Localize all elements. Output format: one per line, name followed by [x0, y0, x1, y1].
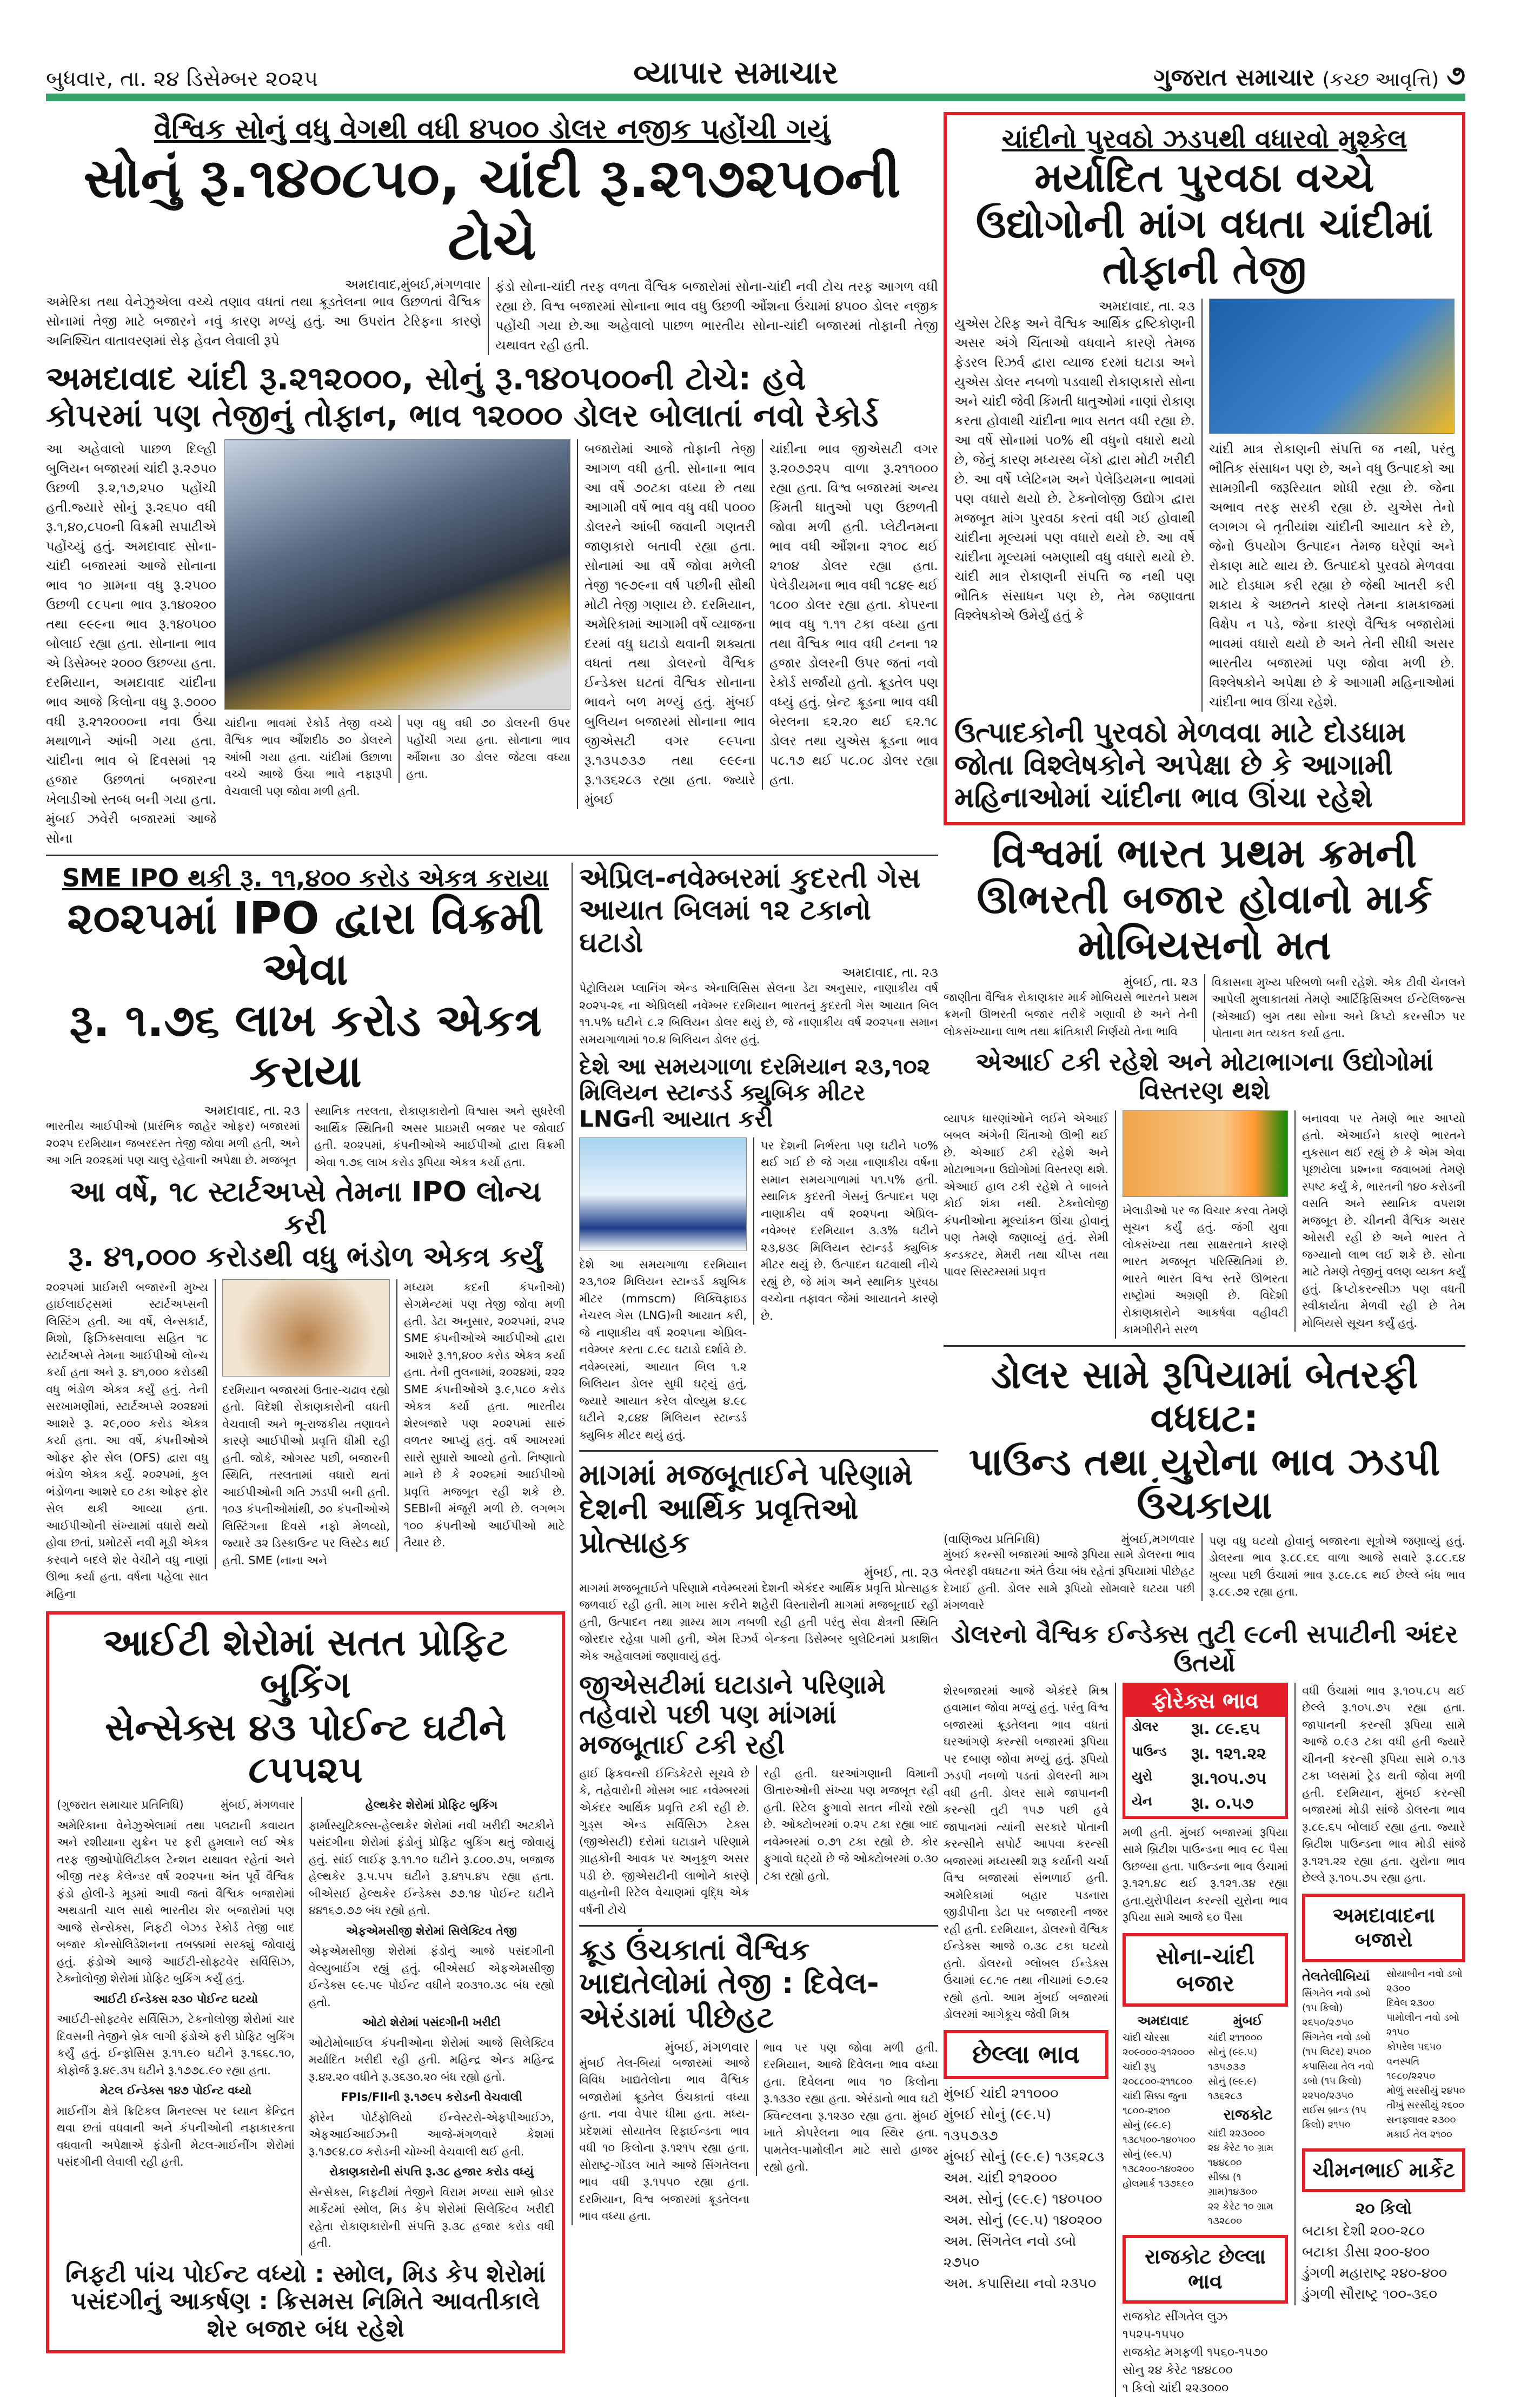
- mobius-intro-left: [944, 974, 1198, 1041]
- price-item: રાજકોટ મગફળી ૧૫૬૦-૧૫૭૦: [1123, 2346, 1268, 2360]
- gold-intro-row: [46, 277, 938, 355]
- demand-headline: માગમાં મજબૂતાઈને પરિણામે દેશની આર્થિક પ્રવૃત્તિઓ પ્રોત્સાહક: [579, 1458, 913, 1559]
- price-item: સિંગતેલ નવો ડબો (૧૫ કિલો) ૨૬૫૦/૨૭૫૦: [1302, 1987, 1371, 2028]
- gold-intro-2: ફંડો સોના-ચાંદી તરફ વળતા વૈશ્વિક બજારોમાં સોના-ચાંદી નવી ટોચ તરફ આગળ વધી રહ્યા છે. વિશ્વ બજારમાં સોનાના ભાવ વધુ ઉછળી ઔંશના ઉંચામાં ૪૫૦૦ ડોલર નજીક પહોંચી ગયા છે.આ અહેવાલો પાછળ ભારતીય સોના-ચાંદી બજારમાં તોફાની તેજી યથાવત રહી હતી.: [488, 277, 938, 355]
- it-paragraph: માઈનીંગ ક્ષેત્રે ક્રિટિકલ મિનરલ્સ પર ધ્યાન કેન્દ્રિત થવા છતાં વધવાની અને કંપનીઓની નફાકારકતા વધવાની અપેક્ષાએ ફંડોની મેટલ-માઈનીંગ શેરોમાં પસંદગીની લેવાલી રહી હતી.: [57, 2104, 295, 2169]
- dollar-byline-row: [944, 1533, 1195, 1546]
- it-subhead: રોકાણકારોની સંપત્તિ રૂ.૩૮ હજાર કરોડ વધ્યું: [329, 2165, 534, 2179]
- ipo-dateline: અમદાવાદ, તા. ૨૩: [203, 1103, 300, 1119]
- price-item: રાઈસ બ્રાન્ડ (૧૫ કિલો) ૨૧૫૦: [1302, 2104, 1367, 2131]
- it-byline: (ગુજરાત સમાચાર પ્રતિનિધિ): [57, 1798, 184, 1812]
- gas-intro: પેટ્રોલિયમ પ્લાનિંગ એન્ડ એનાલિસિસ સેલના ડેટા અનુસાર, નાણાકીય વર્ષ ૨૦૨૫-૨૬ ના એપ્રિલથી નવેમ્બર દરમિયાન ભારતનું કુદરતી ગેસ આયાત બિલ ૧૧.૫% ઘટીને ૮.૨ બિલિયન ડોલર થયું છે, જે નાણાકીય વર્ષ ૨૦૨૫ના સમાન સમયગાળામાં ૧૦.૪ બિલિયન ડોલર હતું.: [579, 982, 938, 1046]
- crude-column-1: મુંબઈ તેલ-બિયાં બજારમાં આજે વિવિધ ખાદ્યતેલોના ભાવ વૈશ્વિક બજારોમાં ક્રૂડતેલ ઉંચકાતાં વધ્યા હતા. નવા વેપાર ધીમા હતા. મધ્ય-પ્રદેશમાં સોયાતેલ રિફાઈન્ડના ભાવ વધી ૧૦ કિલોના રૂ.૧૨૧૫ રહ્યા હતા. સોરાષ્ટ્ર-ગોંડલ ખાતે આજે સિંગતેલના ભાવ વધી રૂ.૧૫૫૦ રહ્યા હતા. દરમિયાન, વિશ્વ બજારમાં ક્રૂડતેલના ભાવ વધ્યા હતા.: [579, 2056, 749, 2223]
- ipo-middle: [215, 1279, 390, 1570]
- mobius-intro-1: જાણીતા વૈશ્વિક રોકાણકાર માર્ક મોબિયસે ભારતને પ્રથમ ક્રમની ઊભરતી બજાર તરીકે ગણાવી છે અને તેની લોકસંખ્યાના લાભ તથા ક્રાંતિકારી નિર્ણયો તેના ભાવિ: [944, 990, 1198, 1038]
- ipo-kicker-text: થકી રૂ. ૧૧,૪૦૦ કરોડ એકત્ર કરાયા: [188, 863, 549, 892]
- section-title: વ્યાપાર સમાચાર: [633, 54, 839, 91]
- ipo-subhead-1: આ વર્ષે, ૧૮ સ્ટાર્ટઅપ્સે તેમના IPO લોન્ચ કરી: [69, 1176, 542, 1241]
- chimanbhai-market-title: ચીમનભાઈ માર્કેટ: [1302, 2148, 1465, 2193]
- price-item: બટાકા ડીસા ૨૦૦-૪૦૦: [1302, 2244, 1430, 2261]
- price-item: કોપરેલ ૫૬૫૦: [1386, 2041, 1442, 2053]
- mobius-dateline: મુંબઈ, તા. ૨૩: [1123, 974, 1198, 989]
- it-columns: [57, 1797, 554, 2255]
- divider: [579, 1450, 938, 1452]
- gold-dateline: અમદાવાદ,મુંબઈ,મંગળવાર: [344, 277, 481, 292]
- bullion-city: રાજકોટ: [1223, 2106, 1273, 2124]
- crude-column-2: ભાવ પર પણ જોવા મળી હતી. દરમિયાન, આજે દિવેલના ભાવ વધ્યા હતા. દિવેલના ભાવ ૧૦ કિલોના રૂ.૧૩૩૦ રહ્યા હતા. એરંડાનો ભાવ ઘટી ક્વિન્ટલના રૂ.૧૨૩૦ રહ્યા હતા. મુંબઈ ખાતે કોપરેલના ભાવ સ્થિર હતા. પામતેલ-પામોલીન માટે સારો હાજર રહ્યો હતો.: [756, 2040, 938, 2176]
- ipo-column-2: દરમિયાન બજારમાં ઉતાર-ચઢાવ રહ્યો હતો. વિદેશી રોકાણકારોની વધતી વેચવાલી અને ભૂ-રાજકીય તણાવને કારણે આઈપીઓ પ્રવૃત્તિ ધીમી રહી હતી. જોકે, ઓગસ્ટ પછી, બજારની સ્થિતિ, તરલતામાં વધારો થતાં આઈપીઓની ગતિ ઝડપી બની હતી. ૧૦૩ કંપનીઓમાંથી, ૭૦ કંપનીઓએ લિસ્ટિંગના દિવસે નફો મેળવ્યો, જ્યારે ૩૨ ડિસ્કાઉન્ટ પર લિસ્ટેડ થઈ હતી. SME (નાના અને: [222, 1383, 390, 1567]
- forex-row: [1125, 1717, 1285, 1742]
- price-item: કપાસિયા તેલ નવો ડબો (૧૫ કિલો) ૨૨૫૦/૨૩૫૦: [1302, 2060, 1374, 2101]
- forex-currency: યેન: [1132, 1793, 1152, 1809]
- demand-column-2: રહી હતી. ઘરઆંગણાની વિમાની ઊતારુઓની સંખ્યા પણ મજબૂત રહી હતી. રિટેલ ફુગાવો સતત નીચો રહ્યો છે. ઓક્ટોબરમાં ૦.૨૫ ટકા રહ્યા બાદ નવેમ્બરમાં ૦.૭૧ ટકા રહ્યો છે. કોર ફુગાવો ઘટ્યો છે જે ઓક્ટોબરમાં ૦.૩૦ ટકા રહ્યો હતો.: [756, 1765, 938, 1885]
- dollar-column-1: શેરબજારમાં આજે એકંદરે મિશ્ર હવામાન જોવા મળ્યું હતું. પરંતુ વિશ્વ બજારમાં ક્રૂડતેલના ભાવ વધતાં ઘરઆંગણે કરન્સી બજારમાં રૂપિયા પર દબાણ જોવા મળ્યું હતું. રૂપિયો ઝડપી નબળો પડતાં ડોલરની માગ વધી હતી. ડોલર સામે જાપાનની કરન્સી તુટી ૧૫૭ પછી હવે જાપાનમાં ત્યાંની સરકારે પોતાની કરન્સીને સપોર્ટ આપવા કરન્સી બજારમાં મધ્યસ્થી શરૂ કર્યાની ચર્ચા વિશ્વ બજારમાં સંભળાઈ હતી. અમેરિકામાં બહાર પડનારા જીડીપીના ડેટા પર બજારની નજર રહી હતી. દરમિયાન, ડોલરનો વૈશ્વિક ઈન્ડેક્સ આજે ૦.૩૮ ટકા ઘટયો હતો. ડોલરનો ગ્લોબલ ઈન્ડેક્સ ઉંચામાં ૯૮.૧૯ તથા નીચામાં ૯૭.૯૨ રહ્યો હતો. આમ મુંબઈ બજારમાં ડોલરમાં આગેકૂચ જેવી મિશ્ર: [944, 1684, 1108, 2021]
- issue-date: બુધવાર, તા. ૨૪ ડિસેમ્બર ૨૦૨૫: [46, 67, 318, 91]
- it-subhead: ઓટો શેરોમાં પસંદગીની ખરીદી: [362, 2016, 501, 2029]
- ipo-intro-left: [46, 1103, 300, 1169]
- right-area: [944, 112, 1465, 2397]
- left-area: [46, 112, 938, 2353]
- silver-story-box: [944, 112, 1465, 825]
- price-item: સિંગતેલ નવો ડબો (૧૫ લિટર) ૨૫૦૦: [1302, 2031, 1371, 2058]
- silver-chart-photo: [1209, 299, 1455, 434]
- demand-story: [579, 1458, 938, 1919]
- it-paragraph: અમેરિકાના વેનેઝુએલામાં તથા પલટાની કવાયત અને રશીયાના યુક્રેન પર ફરી હુમલાને લઈ એક તરફ જીઓપોલિટીકલ ટેન્શન યથાવત રહેતાં અને બીજી તરફ કેલેન્ડર વર્ષ ૨૦૨૫ના અંત પૂર્વે વૈશ્વિક ફંડો હોલી-ડે મૂડમાં આવી જતાં વૈશ્વિક બજારોમાં અથડાતી ચાલ સાથે ભારતીય શેર બજારોમાં પણ આજે સેન્સેક્સ, નિફટી બેઝડ રેકોર્ડ તેજી બાદ બજાર કોન્સોલિડેશનના તબક્કામાં સરક્યું જોવાયું હતું. ફંડોએ આજે આઈટી-સોફ્ટવેર સર્વિસિઝ, ટેક્નોલોજી શેરોમાં પ્રોફિટ બુકિંગ કર્યું હતું.: [57, 1818, 295, 1986]
- oils-tables: [1302, 1967, 1465, 2142]
- mobius-column-1: વ્યાપક ધારણાંઓને લઈને એઆઈ બબલ અંગેની ચિંતાઓ ઊભી થઈ છે. એઆઈ ટકી રહેશે અને મોટાભાગના ઉદ્યોગોમાં વિસ્તરણ થશે. એઆઈ હાલ ટકી રહેશે તે બાબતે કોઈ શંકા નથી. ટેક્નોલોજી કંપનીઓના મૂલ્યાંકન ઊંચા હોવાનું પણ તેમણે જણાવ્યું હતું. સેમી કન્ડકટર, મેમરી તથા ચીપ્સ તથા પાવર સિસ્ટમ્સમાં પ્રવૃત્ત: [944, 1112, 1108, 1279]
- oils-list-right: [1386, 1967, 1465, 2142]
- it-column-2: [301, 1797, 554, 2255]
- ipo-intro-2: સ્થાનિક તરલતા, રોકાણકારોનો વિશ્વાસ અને સુધરેલી આર્થિક સ્થિતિની અસર પ્રાઇમરી બજાર પર જોવાઈ હતી. ૨૦૨૫માં, કંપનીઓએ આઈપીઓ દ્વારા વિક્રમી એવા ૧.૭૬ લાખ કરોડ રૂપિયા એકત્ર કર્યા હતા.: [307, 1103, 565, 1171]
- bullion-city: અમદાવાદ: [1137, 2013, 1189, 2029]
- gold-photo-columns: [224, 715, 570, 801]
- rajkot-last-prices-list: [1123, 2308, 1288, 2397]
- price-item: ચાંદી સિક્કા જુના ૧૮૦૦-૨૧૦૦: [1123, 2091, 1187, 2117]
- silver-columns: [954, 299, 1455, 712]
- price-item: સીક્કા (૧ ગ્રામ)૧૪૩૦૦: [1208, 2172, 1257, 2198]
- it-column-1: [57, 1797, 295, 2174]
- silver-column-1: યુએસ ટેરિફ અને વૈશ્વિક આર્થિક દ્રષ્ટિકોણની અસર અંગે ચિંતાઓ વધવાને કારણે તેમજ ફેડરલ રિઝર્વ દ્વારા વ્યાજ દરમાં ઘટાડા અને યુએસ ડોલર નબળો પડવાથી રોકાણકારો સોના અને ચાંદી જેવી કિંમતી ધાતુઓમાં નાણાં રોકાણ કરતા હોવાથી ચાંદીના ભાવ સતત વધી રહ્યા છે. આ વર્ષે સોનામાં ૫૦% થી વધુનો વધારો થયો છે, જેનું કારણ મધ્યસ્થ બેંકો દ્વારા મોટી ખરીદી છે. આ વર્ષે પ્લેટિનમ અને પેલેડિયમના ભાવમાં પણ વધારો થયો છે. ટેક્નોલોજી ઉદ્યોગ દ્વારા મજબૂત માંગ પુરવઠા કરતાં વધી ગઈ હોવાથી ચાંદીના મૂલ્યમાં પણ વધારો થયો છે. આ વર્ષે ચાંદીના મૂલ્યમાં બમણાથી વધુ વધારો થયો છે. ચાંદી માત્ર રોકાણની સંપત્તિ જ નથી પણ ભૌતિક સંસાધન પણ છે, તેમ જણાવતા વિશ્લેષકોએ ઉમેર્યું હતું કે: [954, 316, 1195, 624]
- price-item: સોયાબીન નવો ડબો ૨૩૦૦: [1386, 1968, 1463, 1994]
- last-prices-title: છેલ્લા ભાવ: [944, 2030, 1108, 2079]
- price-item: ૧ કિલો ચાંદી ૨૨૩૦૦૦: [1123, 2381, 1229, 2396]
- left-lower: [46, 863, 938, 2354]
- bullion-tables: [1123, 2011, 1288, 2228]
- silver-dateline: અમદાવાદ, તા. ૨૩: [1098, 299, 1195, 314]
- gold-columns: [46, 439, 938, 848]
- price-item: મોળું સરસીયું ૨૪૫૦: [1386, 2085, 1465, 2096]
- price-item: સોનું (૯૯.૫) ૧૩૫૭૩૭: [1208, 2047, 1258, 2073]
- mobius-middle: [1115, 1110, 1288, 1339]
- dollar-byline: (વાણિજ્ય પ્રતિનિધિ): [944, 1532, 1040, 1546]
- forex-row: [1125, 1742, 1285, 1767]
- price-item: મુંબઈ સોનું (૯૯.૯) ૧૩૬૨૮૩: [944, 2148, 1105, 2165]
- it-subhead: હેલ્થકેર શેરોમાં પ્રોફિટ બુકિંગ: [365, 1798, 498, 1812]
- dollar-col-3: [1294, 1683, 1465, 2306]
- gold-column-2b: પણ વધુ વધી ૭૦ ડોલરની ઉપર પહોંચી ગયા હતા. સોનાના ભાવ ઔંશના ૩૦ ડોલર જેટલા વધ્યા હતા.: [399, 715, 570, 783]
- dollar-subhead: ડોલરનો વૈશ્વિક ઈન્ડેક્સ તુટી ૯૮ની સપાટીની અંદર ઉતર્યો: [951, 1619, 1458, 1677]
- ipo-columns: [46, 1279, 565, 1603]
- gold-kicker: વૈશ્વિક સોનું વધુ વેગથી વધી ૪૫૦૦ ડોલર નજીક પહોંચી ગયું: [154, 113, 831, 145]
- silver-headline: મર્યાદિત પુરવઠા વચ્ચે ઉદ્યોગોની માંગ વધતા ચાંદીમાં તોફાની તેજી: [975, 155, 1433, 294]
- mobius-subhead: એઆઈ ટકી રહેશે અને મોટાભાગના ઉદ્યોગોમાં વિસ્તરણ થશે: [975, 1047, 1433, 1105]
- price-item: પામોલીન નવો ડબો ૨૧૫૦: [1386, 2012, 1459, 2038]
- masthead: [1153, 59, 1465, 91]
- forex-rates-box: [1123, 1683, 1288, 1819]
- forex-currency: યુરો: [1132, 1768, 1153, 1784]
- mobius-column-3: બનાવવા પર તેમણે ભાર આપ્યો હતો. એઆઈને કારણે ભારતને નુકસાન થઈ રહ્યું છે કે એમ એવા પૂછાયેલા પ્રશ્નના જવાબમાં તેમણે સ્પષ્ટ કર્યું કે, ભારતની ૧૪૦ કરોડની વસતિ અને સ્થાનિક વપરાશ મજબૂત છે. ચીનની વૈશ્વિક અસર ઓસરી રહી છે અને ભારત તે જગ્યાનો લાભ લઈ શકે છે. સોના માટે તેમણે તેજીનું વલણ વ્યક્ત કર્યું હતું. ક્રિપ્ટોકરન્સીઝ પણ વધતી સ્વીકાર્યતા મેળવી રહી છે તેમ મોબિયસે સૂચન કર્યું હતું.: [1294, 1110, 1465, 1332]
- crude-dateline: મુંબઈ, મંગળવાર: [665, 2039, 749, 2055]
- it-subhead: FPIs/FIIની રૂ.૧૭૯૫ કરોડની વેચવાલી: [341, 2091, 522, 2104]
- silver-kicker: ચાંદીનો પુરવઠો ઝડપથી વધારવો મુશ્કેલ: [1001, 124, 1407, 154]
- gas-headline: એપ્રિલ-નવેમ્બરમાં કુદરતી ગેસ આયાત બિલમાં ૧૨ ટકાનો ઘટાડો: [579, 862, 921, 960]
- bullion-market-title: સોના-ચાંદી બજાર: [1123, 1933, 1288, 2007]
- price-item: સોનું (૯૯.૯) ૧૩૮૫૦૦-૧૪૦૫૦૦: [1123, 2120, 1196, 2146]
- left-lower-column-b: [572, 863, 938, 2225]
- dollar-dateline: મુંબઈ,મગળવાર: [1121, 1532, 1195, 1546]
- forex-rate: રૂા.૧૦૫.૭૫: [1191, 1769, 1267, 1788]
- price-item: દિવેલ ૨૩૦૦: [1386, 1997, 1435, 2009]
- price-item: ૨૪ કેરેટ ૧૦ ગ્રામ ૧૪૪૮૦૦: [1208, 2142, 1274, 2169]
- crude-left: [579, 2040, 749, 2225]
- gas-subhead: દેશે આ સમયગાળા દરમિયાન ૨૩,૧૦૨ મિલિયન સ્ટાન્ડર્ડ ક્યુબિક મીટર LNGની આયાત કરી: [579, 1053, 931, 1132]
- divider: [46, 855, 938, 856]
- forex-currency: પાઉન્ડ: [1132, 1743, 1167, 1759]
- edition-label: (કચ્છ આવૃત્તિ): [1322, 69, 1439, 91]
- oils-list-left: [1302, 1967, 1382, 2132]
- price-item: મુંબઈ ચાંદી ૨૧૧૦૦૦: [944, 2085, 1059, 2102]
- crude-columns: [579, 2040, 938, 2225]
- it-paragraph: ફોરેન પોર્ટફોલિયો ઈન્વેસ્ટરો-એફપીઆઈઝ, એફઆઈઆઈઝની આજે-મંગળવારે કેશમાં રૂ.૧૭૯૪.૮૦ કરોડની ચોખ્ખી વેચવાલી થઈ હતી.: [309, 2111, 554, 2158]
- price-item: અમ. સોનું (૯૯.૫) ૧૪૦૨૦૦: [944, 2212, 1103, 2228]
- gold-story: [46, 112, 938, 848]
- gold-intro-left: [46, 277, 481, 350]
- demand-columns: [579, 1765, 938, 1919]
- mobius-column-2: ખેલાડીઓ પર જ વિચાર કરવા તેમણે સૂચન કર્યું હતું. જંગી યુવા લોકસંખ્યા તથા સાક્ષરતાને કારણે ભારત મજબૂત પરિસ્થિતિમાં છે. ભારતે ભારત વિશ્વ સ્તરે ઊભરતા રાષ્ટ્રોમાં અગ્રણી છે. વિદેશી રોકાણકારોને આકર્ષવા વહીવટી કામગીરીને સરળ: [1123, 1203, 1288, 1337]
- chimanbhai-list: [1302, 2197, 1465, 2305]
- crude-story: [579, 1933, 938, 2225]
- price-item: સોનુ ૨૪ કેરેટ ૧૪૪૮૦૦: [1123, 2364, 1233, 2378]
- forex-rate: રૂા. ૮૯.૬૫: [1191, 1719, 1260, 1738]
- gold-silver-bars-photo: [224, 439, 570, 710]
- ipo-headline-2: રૂ. ૧.૭૬ લાખ કરોડ એકત્ર કરાયા: [69, 995, 542, 1098]
- page-header: [46, 54, 1465, 101]
- demand-intro: માગમાં મજબૂતાઈને પરિણામે નવેમ્બરમાં દેશની એકંદર આર્થિક પ્રવૃત્તિ પ્રોત્સાહક જળવાઈ રહી હતી. માગ ખાસ કરીને શહેરી વિસ્તારોની માગમાં મજબૂતાઈ રહી હતી, ઉત્પાદન તથા ગ્રામ્ય માગ નબળી રહી હતી પરંતુ સેવા ક્ષેત્રની સ્થિતિ જોરદાર રહેવા પામી હતી, એમ રિઝર્વ બેન્કના ડિસેમ્બર બુલેટિનમાં પ્રકાશિત એક અહેવાલમાં જણાવાયું હતું.: [579, 1581, 938, 1663]
- price-item: ૨૨ કેરેટ ૧૦ ગ્રામ ૧૩૨૮૦૦: [1208, 2201, 1273, 2227]
- bullion-ahmedabad: [1123, 2011, 1204, 2191]
- divider: [579, 1925, 938, 1927]
- dollar-intro-2: પણ વધુ ઘટયો હોવાનું બજારના સૂત્રોએ જણાવ્યું હતું. ડોલરના ભાવ રૂ.૮૯.૬૬ વાળા આજે સવારે રૂ.૮૯.૬૪ ખુલ્યા પછી ઉંચામાં ભાવ રૂ.૮૯.૮૬ થઈ છેલ્લે બંધ ભાવ રૂ.૮૯.૭૨ રહ્યા હતા.: [1201, 1533, 1465, 1601]
- price-item: અમ. ચાંદી ૨૧૨૦૦૦: [944, 2169, 1057, 2186]
- mobius-columns: [944, 1110, 1465, 1339]
- dollar-intro-row: [944, 1533, 1465, 1615]
- unit-label: ૨૦ કિલો: [1355, 2199, 1412, 2219]
- dollar-intro-1: મુંબઈ કરન્સી બજારમાં આજે રૂપિયા સામે ડોલરના ભાવ બેતરફી વધઘટના અંતે ઉંચા બંધ રહેતાં રૂપિયામાં પીછેહટ દેખાઈ હતી. ડોલર સામે રૂપિયો સોમવારે ઘટયા પછી મંગળવારે: [944, 1547, 1195, 1612]
- it-paragraph: આઈટી-સોફ્ટવેર સર્વિસિઝ, ટેકનોલોજી શેરોમાં ચાર દિવસની તેજીને બ્રેક લાગી ફંડોએ ફરી પ્રોફિટ બુકિંગ કર્યું હતું. ઈન્ફોસિસ રૂ.૧૧.૯૦ ઘટીને રૂ.૧૬૬૮.૧૦, કોફોર્જ રૂ.૪૯.૩૫ ઘટીને રૂ.૧૭૭૮.૯૦ રહ્યા હતા.: [57, 2013, 295, 2077]
- price-item: હોલમાર્ક ૧૩૭૬૯૦: [1123, 2178, 1194, 2190]
- ahmedabad-markets-title: અમદાવાદના બજારો: [1302, 1894, 1465, 1962]
- it-shares-story-box: [46, 1611, 565, 2353]
- rajkot-last-prices-title: રાજકોટ છેલ્લા ભાવ: [1123, 2235, 1288, 2304]
- last-prices-list: [944, 2083, 1108, 2294]
- it-headline-1: આઈટી શેરોમાં સતત પ્રોફિટ બુકિંગ: [103, 1622, 508, 1707]
- gold-intro-1: અમેરિકા તથા વેનેઝુએલા વચ્ચે તણાવ વધતાં તથા ક્રૂડતેલના ભાવ ઉછળતાં વૈશ્વિક સોનામાં તેજી માટે બજારને નવું કારણ મળ્યું હતું. આ ઉપરાંત ટેરિફના કારણે અનિશ્ચિત વાતાવરણમાં સેફ હેવન લેવાલી રૂપે: [46, 294, 481, 348]
- price-item: અમ. સિંગતેલ નવો ડબો ૨૭૫૦: [944, 2233, 1077, 2271]
- gas-left: [579, 1137, 747, 1444]
- dollar-headline-1: ડોલર સામે રૂપિયામાં બેતરફી વધઘટ:: [991, 1352, 1418, 1441]
- ipo-kicker: [46, 863, 565, 894]
- silver-subhead: ઉત્પાદકોની પુરવઠો મેળવવા માટે દોડધામ જોતા વિશ્લેષકોને અપેક્ષા છે કે આગામી મહિનાઓમાં ચાંદીના ભાવ ઊંચા રહેશે: [954, 717, 1406, 814]
- silver-column-2: ચાંદી માત્ર રોકાણની સંપત્તિ જ નથી, પરંતુ ભૌતિક સંસાધન પણ છે, અને વધુ ઉત્પાદકો આ સામગ્રીની જરૂરિયાત શોધી રહ્યા છે. જેના અભાવ તરફ સરકી રહ્યા છે. યુએસ તેનો લગભગ બે તૃતીયાંશ ચાંદીની આયાત કરે છે, જેનો ઉપયોગ ઉત્પાદન તેમજ ઘરેણાં અને રોકાણ માટે થાય છે. ઉત્પાદકો પુરવઠો મેળવવા માટે દોડધામ કરી રહ્યા છે જેથી ખાતરી કરી શકાય કે અછતને કારણે તેમના કામકાજમાં વિક્ષેપ ન પડે, જેના કારણે વૈશ્વિક બજારોમાં ભાવમાં વધારો થયો છે અને તેની સીધી અસર ભારતીય બજારમાં પણ જોવા મળી છે. વિશ્લેષકોને અપેક્ષા છે કે આગામી મહિનાઓમાં ચાંદીના ભાવ ઊંચા રહેશે.: [1209, 441, 1455, 710]
- price-item: સનફ્લાવર ૨૩૦૦: [1386, 2114, 1456, 2126]
- price-item: ડુંગળી મહારાષ્ટ્ર ૨૪૦-૪૦૦: [1302, 2265, 1447, 2282]
- price-item: સોનું (૯૯.૫) ૧૩૮૨૦૦-૧૪૦૨૦૦: [1123, 2149, 1194, 2175]
- crude-headline: ક્રૂડ ઉંચકાતાં વૈશ્વિક ખાદ્યતેલોમાં તેજી : દિવેલ-એરંડામાં પીછેહટ: [579, 1933, 879, 2034]
- it-paragraph: ઓટોમોબાઈલ કંપનીઓના શેરોમાં આજે સિલેક્ટિવ મર્યાદિત ખરીદી રહી હતી. મહિન્દ્ર એન્ડ મહિન્દ્ર રૂ.૪૨.૨૦ વધીને રૂ.૩૬૩૦.૨૦ બંધ રહ્યો હતો.: [309, 2036, 554, 2083]
- forex-title: ફોરેક્સ ભાવ: [1125, 1685, 1285, 1717]
- mobius-intro-2: વિકાસના મુખ્ય પરિબળો બની રહેશે. એક ટીવી ચેનલને આપેલી મુલાકાતમાં તેમણે આર્ટિફિસિઅલ ઈન્ટેલિજન્સ (એઆઈ) બુમ તથા સોના અને ક્રિપ્ટો કરન્સીઝ પર પોતાના મત વ્યકત કર્યા હતા.: [1204, 974, 1465, 1042]
- price-item: મકાઈ તેલ ૨૧૦૦: [1386, 2128, 1452, 2140]
- forex-rate: રૂા. ૦.૫૭: [1191, 1794, 1254, 1813]
- gold-column-1: આ અહેવાલો પાછળ દિલ્હી બુલિયન બજારમાં ચાંદી રૂ.૨૭૫૦ ઉછળી રૂ.૨,૧૭,૨૫૦ પહોંચી હતી.જ્યારે સોનું રૂ.૨૬૫૦ વધી રૂ.૧,૪૦,૮૫૦ની વિક્રમી સપાટીએ પહોંચ્યું હતું. અમદાવાદ સોના-ચાંદી બજારમાં આજે સોનાના ભાવ ૧૦ ગ્રામના વધુ રૂ.૨૫૦૦ ઉછળી ૯૯૫ના ભાવ રૂ.૧૪૦૨૦૦ તથા ૯૯૯ના ભાવ રૂ.૧૪૦૫૦૦ બોલાઈ રહ્યા હતા. સોનાના ભાવ એ ડિસેમ્બર ૨૦૦૦ ઉછળ્યા હતા. દરમિયાન, અમદાવાદ ચાંદીના ભાવ આજે કિલોના વધુ રૂ.૭૦૦૦ વધી રૂ.૨૧૨૦૦૦ના નવા ઉંચા મથાળાને આંબી ગયા હતા. ચાંદીના ભાવ બે દિવસમાં ૧૨ હજાર ઉછળતાં બજારના ખેલાડીઓ સ્તબ્ધ બની ગયા હતા. મુંબઈ ઝવેરી બજારમાં આજે સોના: [46, 441, 216, 846]
- demand-column-1: હાઈ ફ્રિકવન્સી ઈન્ડિકેટરો સૂચવે છે કે, તહેવારોની મોસમ બાદ નવેમ્બરમાં એકંદર આર્થિક પ્રવૃત્તિ ટકી રહી છે. ગુડ્સ એન્ડ સર્વિસિઝ ટેક્સ (જીએસટી) દરોમાં ઘટાડાને પરિણામે ગ્રાહકોની આવક પર અનુકૂળ અસર પડી છે. જીએસટીની લાભોને કારણે વાહનોની રિટેલ વેચાણમાં વૃદ્ધિ એક વર્ષની ટોચે: [579, 1767, 749, 1916]
- gold-subhead-1: અમદાવાદ ચાંદી રૂ.૨૧૨૦૦૦, સોનું રૂ.૧૪૦૫૦૦ની ટોચે: હવે: [46, 360, 806, 398]
- india-bull-illustration: [1123, 1110, 1288, 1197]
- dollar-col-2: [1115, 1683, 1288, 2398]
- mobius-intro-row: [944, 974, 1465, 1042]
- gas-story: [579, 863, 938, 1444]
- page-number: ૭: [1446, 59, 1465, 91]
- price-item: બટાકા દેશી ૨૦૦-૨૮૦: [1302, 2223, 1425, 2240]
- it-dateline: મુંબઈ, મંગળવાર: [221, 1798, 295, 1812]
- price-item: તીખું સરસીયું ૨૬૦૦: [1386, 2099, 1464, 2111]
- mobius-headline: વિશ્વમાં ભારત પ્રથમ ક્રમની ઊભરતી બજાર હોવાનો માર્ક મોબિયસનો મત: [977, 830, 1432, 969]
- ipo-kicker-en: SME IPO: [62, 863, 180, 892]
- gold-column-3: બજારોમાં આજે તોફાની તેજી આગળ વધી હતી. સોનાના ભાવ આ વર્ષે ૭૦ટકા વધ્યા છે તથા આગામી વર્ષે ભાવ વધુ વધી ૫૦૦૦ ડોલરને આંબી જવાની ગણતરી જાણકારો બતાવી રહ્યા હતા. સોનામાં આ વર્ષે જોવા મળેલી તેજી ૧૯૭૯ના વર્ષ પછીની સૌથી મોટી તેજી ગણાય છે. દરમિયાન, અમેરિકામાં આગામી વર્ષે વ્યાજના દરમાં વધુ ઘટાડો થવાની શક્યતા વધતાં તથા ડોલરનો વૈશ્વિક ઈન્ડેક્સ ઘટતાં વૈશ્વિક સોનાના ભાવને બળ મળ્યું હતું. મુંબઈ બુલિયન બજારમાં સોનાના ભાવ જીએસટી વગર ૯૯૫ના રૂ.૧૩૫૭૩૭ તથા ૯૯૯ના રૂ.૧૩૬૨૮૩ રહ્યા હતા. જ્યારે મુંબઈ: [577, 439, 755, 809]
- it-subhead: મેટલ ઈન્ડેક્સ ૧૪૭ પોઈન્ટ વધ્યો: [99, 2084, 252, 2098]
- price-item: ચાંદી રૂપુ ૨૦૮૮૦૦-૨૧૧૮૦૦: [1123, 2061, 1193, 2088]
- price-item: સોનું (૯૯.૯) ૧૩૬૨૮૩: [1208, 2076, 1257, 2102]
- gold-photo-block: [224, 439, 570, 801]
- lng-tanker-photo: [579, 1137, 747, 1251]
- demand-subhead: જીએસટીમાં ઘટાડાને પરિણામે તહેવારો પછી પણ માંગમાં મજબૂતાઈ ટકી રહી: [579, 1670, 886, 1760]
- dollar-story: [944, 1353, 1465, 2398]
- forex-rate: રૂા. ૧૨૧.૨૨: [1191, 1744, 1266, 1763]
- forex-row: [1125, 1767, 1285, 1791]
- ipo-column-1: ૨૦૨૫માં પ્રાઈમરી બજારની મુખ્ય હાઈલાઈટ્સમાં સ્ટાર્ટઅપ્સની લિસ્ટિંગ હતી. આ વર્ષે, લેન્સકાર્ટ, મિશો, ફિઝિક્સવાલા સહિત ૧૮ સ્ટાર્ટઅપ્સે તેમના આઈપીઓ લોન્ચ કર્યા હતા અને રૂ. ૪૧,૦૦૦ કરોડથી વધુ ભંડોળ એકત્ર કર્યું હતું. તેની સરખામણીમાં, સ્ટાર્ટઅપ્સે ૨૦૨૪માં આશરે રૂ. ૨૯,૦૦૦ કરોડ એકત્ર કર્યા હતા. આ વર્ષે, કંપનીઓએ ઓફર ફોર સેલ (OFS) દ્વારા વધુ ભંડોળ એકત્ર કર્યું. ૨૦૨૫માં, કુલ ભંડોળના આશરે ૬૦ ટકા ઓફર ફોર સેલ થકી આવ્યા હતા. આઈપીઓની સંખ્યામાં વધારો થયો હોવા છતાં, પ્રમોટર્સે નવી મૂડી એકત્ર કરવાને બદલે શેર વેચીને વધુ નાણાં ઊભા કર્યા હતા. વર્ષના પહેલા સાત મહિના: [46, 1280, 208, 1600]
- price-item: ચાંદી ચોરસા ૨૦૯૦૦૦-૨૧૨૦૦૦: [1123, 2032, 1195, 2059]
- ipo-intro-row: [46, 1103, 565, 1171]
- price-item: મુંબઈ સોનું (૯૯.૫) ૧૩૫૭૩૭: [944, 2106, 1052, 2144]
- dollar-column-3: વધી ઉંચામાં ભાવ રૂ.૧૦૫.૮૫ થઈ છેલ્લે રૂ.૧૦૫.૭૫ રહ્યા હતા. જાપાનની કરન્સી રૂપિયા સામે આજે ૦.૯૩ ટકા વધી હતી જ્યારે ચીનની કરન્સી રૂપિયા સામે ૦.૧૩ ટકા પ્લસમાં ટ્રેડ થતી જોવા મળી હતી. દરમિયાન, મુંબઈ કરન્સી બજારમાં મોડી સાંજે ડોલરના ભાવ રૂ.૮૯.૬૫ બોલાઈ રહ્યા હતા. જ્યારે બ્રિટીશ પાઉન્ડના ભાવ મોડી સાંજે રૂ.૧૨૧.૨૨ રહ્યા હતા. યુરોના ભાવ છેલ્લે રૂ.૧૦૫.૭૫ રહ્યા હતા.: [1302, 1684, 1465, 1885]
- forex-row: [1125, 1791, 1285, 1816]
- silver-right: [1201, 299, 1455, 712]
- demand-dateline: મુંબઈ, તા. ૨૩: [864, 1564, 938, 1580]
- price-item: ચાંદી ૨૨૩૦૦૦: [1208, 2128, 1265, 2140]
- dollar-col-1: [944, 1683, 1108, 2294]
- ipo-column-3: મધ્યમ કદની કંપનીઓ) સેગમેન્ટમાં પણ તેજી જોવા મળી હતી. ડેટા અનુસાર, ૨૦૨૫માં, ૨૫૨ SME કંપનીઓએ આઈપીઓ દ્વારા આશરે રૂ.૧૧,૪૦૦ કરોડ એકત્ર કર્યા હતા. તેની તુલનામાં, ૨૦૨૪માં, ૨૨૨ SME કંપનીઓએ રૂ.૯,૫૮૦ કરોડ એકત્ર કર્યા હતા. ભારતીય શેરબજારે પણ ૨૦૨૫માં સારું વળતર આપ્યું હતું. વર્ષ આખરમાં સારો સુધારો આવ્યો હતો. નિષ્ણાતો માને છે કે ૨૦૨૬માં આઈપીઓ પ્રવૃત્તિ મજબૂત રહી શકે છે. SEBIની મંજૂરી મળી છે. લગભગ ૧૦૦ કંપનીઓ આઈપીઓ માટે તૈયાર છે.: [396, 1279, 565, 1552]
- ipo-subhead-2: રૂ. ૪૧,૦૦૦ કરોડથી વધુ ભંડોળ એકત્ર કર્યું: [68, 1240, 543, 1273]
- gold-column-2: ચાંદીના ભાવમાં રેકોર્ડ તેજી વચ્ચે વૈશ્વિક ભાવ ઔંશદીઠ ૭૦ ડોલરને આંબી ગયા હતા. ચાંદીમાં ઉછાળા વચ્ચે આજે ઉંચા ભાવે નફારૂપી વેચવાલી પણ જોવા મળી હતી.: [224, 716, 392, 798]
- ipo-headline-1: ૨૦૨૫માં IPO દ્વારા વિક્રમી એવા: [67, 893, 544, 996]
- left-lower-column-a: [46, 863, 565, 2354]
- price-item: અમ. સોનું (૯૯.૯) ૧૪૦૫૦૦: [944, 2191, 1103, 2207]
- gold-headline: સોનું રૂ.૧૪૦૮૫૦, ચાંદી રૂ.૨૧૭૨૫૦ની ટોચે: [83, 147, 901, 272]
- it-subhead: આઈટી ઈન્ડેક્સ ૨૩૦ પોઈન્ટ ઘટયો: [93, 1992, 258, 2006]
- gas-column-2: દેશે આ સમયગાળા દરમિયાન ૨૩,૧૦૨ મિલિયન સ્ટાન્ડર્ડ ક્યુબિક મીટર (mmscm) લિક્વિફાઇડ નેચરલ ગેસ (LNG)ની આયાત કરી, જે નાણાકીય વર્ષ ૨૦૨૫ના એપ્રિલ-નવેમ્બર કરતા ૮.૯૮ ઘટાડો દર્શાવે છે. નવેમ્બરમાં, આયાત બિલ ૧.૨ બિલિયન ડોલર સુધી ઘટ્યું હતું, જ્યારે આયાત કરેલ વોલ્યુમ ૪.૯૮ ઘટીને ૨,૮૪૪ મિલિયન સ્ટાન્ડર્ડ ક્યુબિક મીટર થયું હતું.: [579, 1258, 747, 1441]
- gas-column-1: પર દેશની નિર્ભરતા પણ ઘટીને ૫૦% થઈ ગઈ છે જે ગયા નાણાકીય વર્ષના સમાન સમયગાળામાં ૫૧.૫% હતી. સ્થાનિક કુદરતી ગેસનું ઉત્પાદન પણ નાણાકીય વર્ષ ૨૦૨૫ના એપ્રિલ-નવેમ્બર દરમિયાન ૩.૩% ઘટીને ૨૩,૪૩૯ મિલિયન સ્ટાન્ડર્ડ ક્યુબિક મીટર થયું છે. ઉત્પાદન ઘટવાથી નીચે રહ્યું છે, જે માંગ અને સ્થાનિક પુરવઠા વચ્ચેના તફાવત જેમાં આયાતને કારણે છે.: [753, 1137, 938, 1325]
- price-item: અમ. કપાસિયા નવો ૨૩૫૦: [944, 2275, 1097, 2292]
- gold-subhead-2: કોપરમાં પણ તેજીનું તોફાન, ભાવ ૧૨૦૦૦ ડોલર બોલાતાં નવો રેકોર્ડ: [46, 397, 879, 434]
- it-paragraph: સેન્સેક્સ, નિફટીમાં તેજીને વિરામ મળ્યા સામે બ્રોડર માર્કેટમાં સ્મોલ, મિડ કેપ શેરોમાં સિલેક્ટિવ ખરીદી રહેતા રોકાણકારોની સંપત્તિ રૂ.૩૮ હજાર કરોડ વધી હતી.: [309, 2185, 554, 2250]
- newspaper-logo: ગુજરાત સમાચાર: [1153, 64, 1315, 91]
- price-item: રાજકોટ સીંગતેલ લુઝ ૧૫૨૫-૧૫૫૦: [1123, 2310, 1228, 2342]
- bullion-mumbai-rajkot: [1208, 2011, 1288, 2228]
- oils-heading: તેલતેલીબિયાં: [1302, 1968, 1370, 1984]
- mobius-story: [944, 831, 1465, 1339]
- price-item: વનસ્પતિ ૧૯૮૦/૨૨૫૦: [1386, 2055, 1436, 2082]
- ipo-story: [46, 863, 565, 1603]
- price-item: ચાંદી ૨૧૧૦૦૦: [1208, 2032, 1263, 2044]
- dollar-intro-left: [944, 1533, 1195, 1615]
- divider: [944, 1345, 1465, 1347]
- it-headline-2: સેન્સેક્સ ૪૩ પોઈન્ટ ઘટીને ૮૫૫૨૫: [105, 1706, 506, 1791]
- dollar-columns: [944, 1683, 1465, 2398]
- it-byline-row: [57, 1797, 295, 1814]
- gold-column-4: ચાંદીના ભાવ જીએસટી વગર રૂ.૨૦૭૭૨૫ વાળા રૂ.૨૧૧૦૦૦ રહ્યા હતા. વિશ્વ બજારમાં અન્ય કિંમતી ધાતુઓ પણ ઉછળતી જોવા મળી હતી. પ્લેટીનમના ભાવ વધી ઔંશના ૨૧૦૮ થઈ ૨૧૦૪ ડોલર રહ્યા હતા. પેલેડીયમના ભાવ વધી ૧૮૪૯ થઈ ૧૮૦૦ ડોલર રહ્યા હતા. કોપરના ભાવ વધુ ૧.૧૧ ટકા વધ્યા હતા તથા વૈશ્વિક ભાવ વધી ટનના ૧૨ હજાર ડોલરની ઉપર જતાં નવો રેકોર્ડ સર્જાયો હતો. ક્રૂડતેલ પણ વધ્યું હતું. બ્રેન્ટ ક્રૂડના ભાવ વધી બેરલના ૬૨.૨૦ થઈ ૬૨.૧૮ ડોલર તથા યુએસ ક્રૂડના ભાવ ૫૮.૧૭ થઈ ૫૮.૦૮ ડોલર રહ્યા હતા.: [762, 439, 938, 790]
- page-body: [46, 112, 1465, 2397]
- it-paragraph: ફાર્માસ્યુટિકલ્સ-હેલ્થકેર શેરોમાં નવી ખરીદી અટકીને પસંદગીના શેરોમાં ફંડોનું પ્રોફિટ બુકિંગ થતું જોવાયું હતું. સાંઈ લાઈફ રૂ.૧૧.૧૦ ઘટીને રૂ.૮૦૦.૭૫, બજાજ હેલ્થકેર રૂ.૫.૫૫ ઘટીને રૂ.૪૧૫.૪૫ રહ્યા હતા. બીએસઈ હેલ્થકેર ઈન્ડેક્સ ૭૭.૧૪ પોઈન્ટ ઘટીને ૪૪૧૬૭.૭૭ બંધ રહ્યો હતો.: [309, 1818, 554, 1917]
- bullion-city: મુંબઈ: [1233, 2013, 1263, 2029]
- it-bottom-headline: નિફટી પાંચ પોઈન્ટ વધ્યો : સ્મોલ, મિડ કેપ શેરોમાં પસંદગીનું આકર્ષણ : ક્રિસમસ નિમિતે આવતીકાલે શેર બજાર બંધ રહેશે: [65, 2260, 546, 2343]
- gas-dateline: અમદાવાદ, તા. ૨૩: [841, 965, 938, 981]
- ipo-intro-1: ભારતીય આઈપીઓ (પ્રારંભિક જાહેર ઓફર) બજારમાં ૨૦૨૫ દરમિયાન જબરદસ્ત તેજી જોવા મળી હતી, અને આ ગતિ ૨૦૨૬માં પણ ચાલુ રહેવાની અપેક્ષા છે. મજબૂત: [46, 1120, 300, 1167]
- silver-left: [954, 299, 1195, 625]
- dollar-column-2: મળી હતી. મુંબઈ બજારમાં રૂપિયા સામે બ્રિટીશ પાઉન્ડના ભાવ ૯૮ પૈસા ઉછળ્યા હતા. પાઉન્ડના ભાવ ઉંચામાં રૂ.૧૨૧.૪૮ થઈ રૂ.૧૨૧.૩૪ રહ્યા હતા.યુરોપીયન કરન્સી યુરોના ભાવ રૂપિયા સામે આજે ૬૦ પૈસા: [1123, 1825, 1288, 1924]
- forex-currency: ડોલર: [1132, 1718, 1159, 1734]
- price-item: ડુંગળી સૌરાષ્ટ્ર ૧૦૦-૩૬૦: [1302, 2286, 1437, 2303]
- it-paragraph: એફએમસીજી શેરોમાં ફંડોનું આજે પસંદગીની વેલ્યુબાઈંગ રહ્યું હતું. બીએસઈ એફએમસીજી ઈન્ડેક્સ ૯૯.૫૯ પોઈન્ટ વધીને ૨૦૩૧૦.૩૮ બંધ રહ્યો હતો.: [309, 1944, 554, 2009]
- gas-columns: [579, 1137, 938, 1444]
- it-subhead: એફએમસીજી શેરોમાં સિલેક્ટિવ તેજી: [346, 1924, 517, 1937]
- ipo-money-bag-illustration: [222, 1279, 390, 1377]
- dollar-headline-2: પાઉન્ડ તથા યુરોના ભાવ ઝડપી ઉંચકાયા: [968, 1439, 1440, 1528]
